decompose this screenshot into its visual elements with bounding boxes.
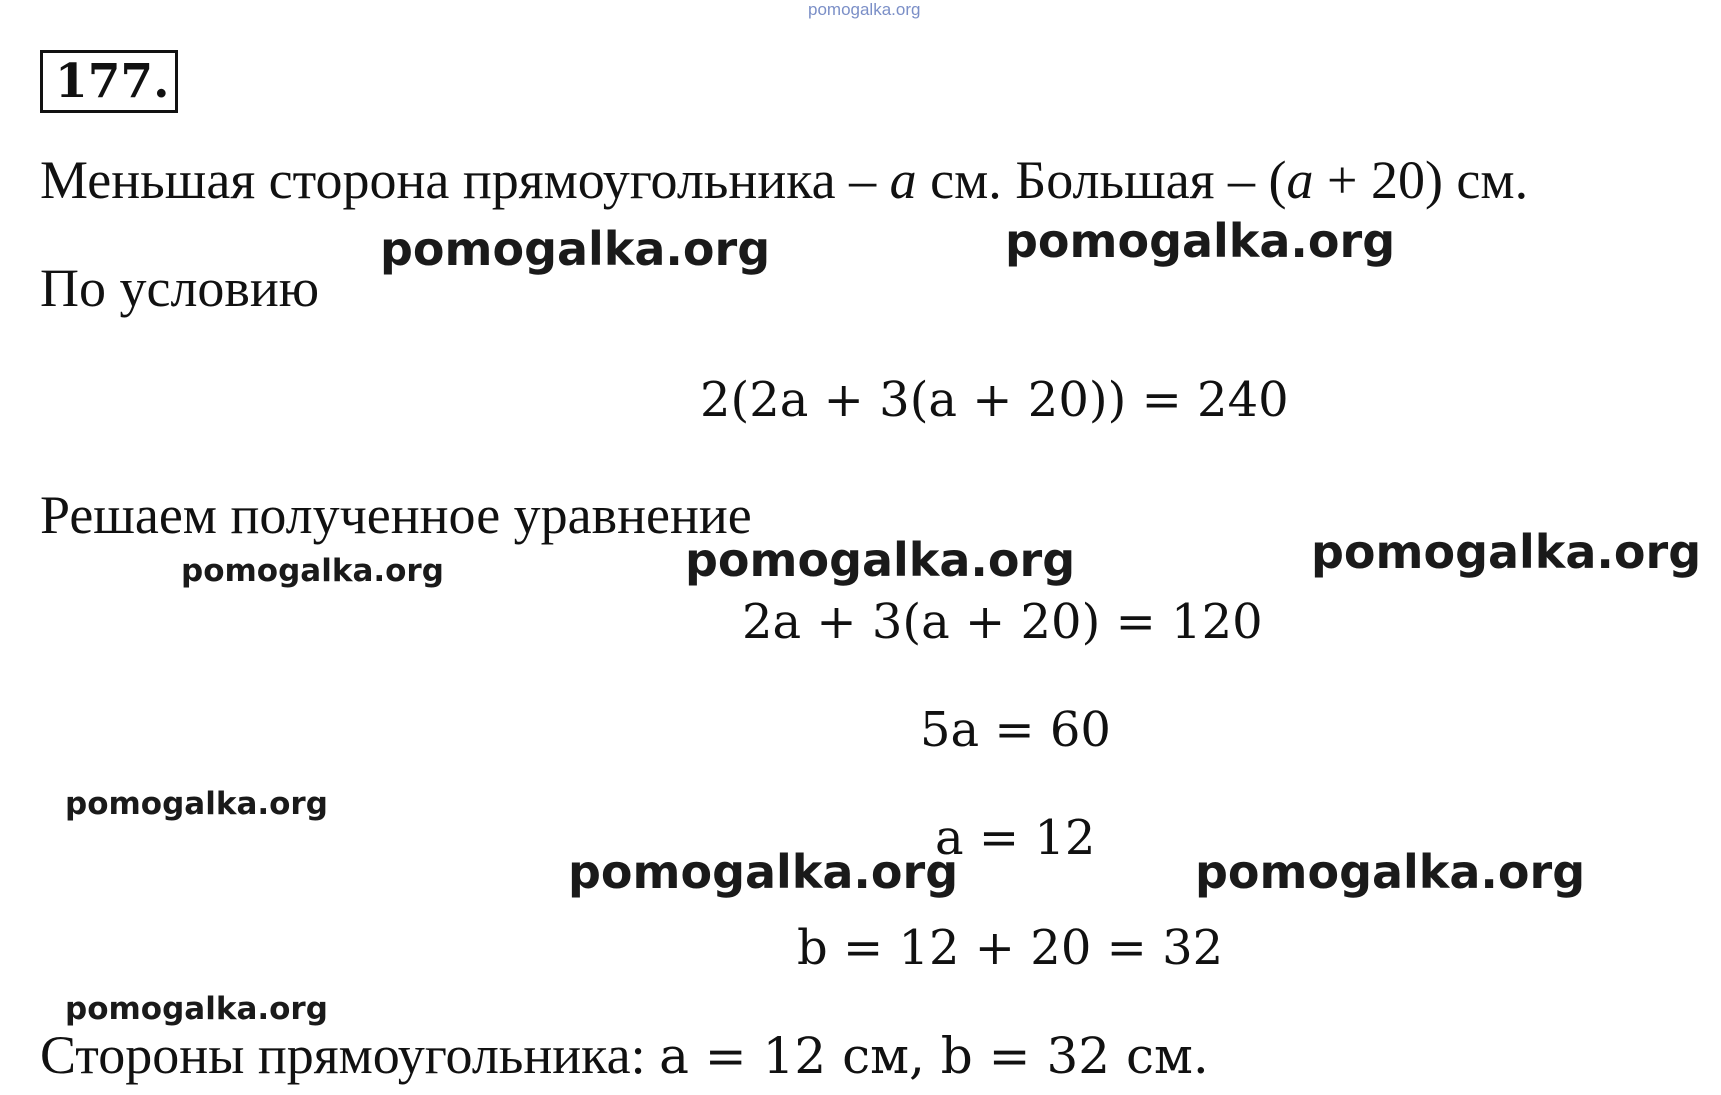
- watermark: pomogalka.org: [1195, 845, 1586, 899]
- statement-text-end: + 20) см.: [1313, 150, 1529, 210]
- answer-prefix: Стороны прямоугольника:: [40, 1025, 660, 1085]
- statement-line-2: По условию: [40, 258, 320, 318]
- equation-4: a = 12: [935, 810, 1096, 866]
- watermark: pomogalka.org: [568, 845, 959, 899]
- watermark: pomogalka.org: [65, 786, 328, 822]
- problem-number: 177.: [40, 50, 178, 113]
- equation-3: 5a = 60: [920, 702, 1111, 758]
- watermark: pomogalka.org: [1311, 525, 1702, 579]
- equation-5: b = 12 + 20 = 32: [797, 920, 1224, 976]
- watermark: pomogalka.org: [1005, 214, 1396, 268]
- top-watermark: pomogalka.org: [808, 0, 921, 19]
- solve-label: Решаем полученное уравнение: [40, 485, 752, 545]
- variable-a: a: [1286, 150, 1314, 210]
- statement-text-mid: см. Большая – (: [916, 150, 1287, 210]
- statement-line-1: [40, 150, 1528, 210]
- watermark: pomogalka.org: [181, 553, 444, 589]
- equation-1: 2(2a + 3(a + 20)) = 240: [700, 372, 1289, 428]
- answer-part-1: a = 12 см,: [659, 1027, 941, 1085]
- answer-part-2: b = 32 см.: [940, 1027, 1209, 1085]
- watermark: pomogalka.org: [685, 533, 1076, 587]
- watermark: pomogalka.org: [65, 991, 328, 1027]
- watermark: pomogalka.org: [380, 222, 771, 276]
- answer-line: [40, 1025, 1209, 1086]
- statement-text: Меньшая сторона прямоугольника –: [40, 150, 890, 210]
- equation-2: 2a + 3(a + 20) = 120: [742, 594, 1263, 650]
- variable-a: a: [889, 150, 917, 210]
